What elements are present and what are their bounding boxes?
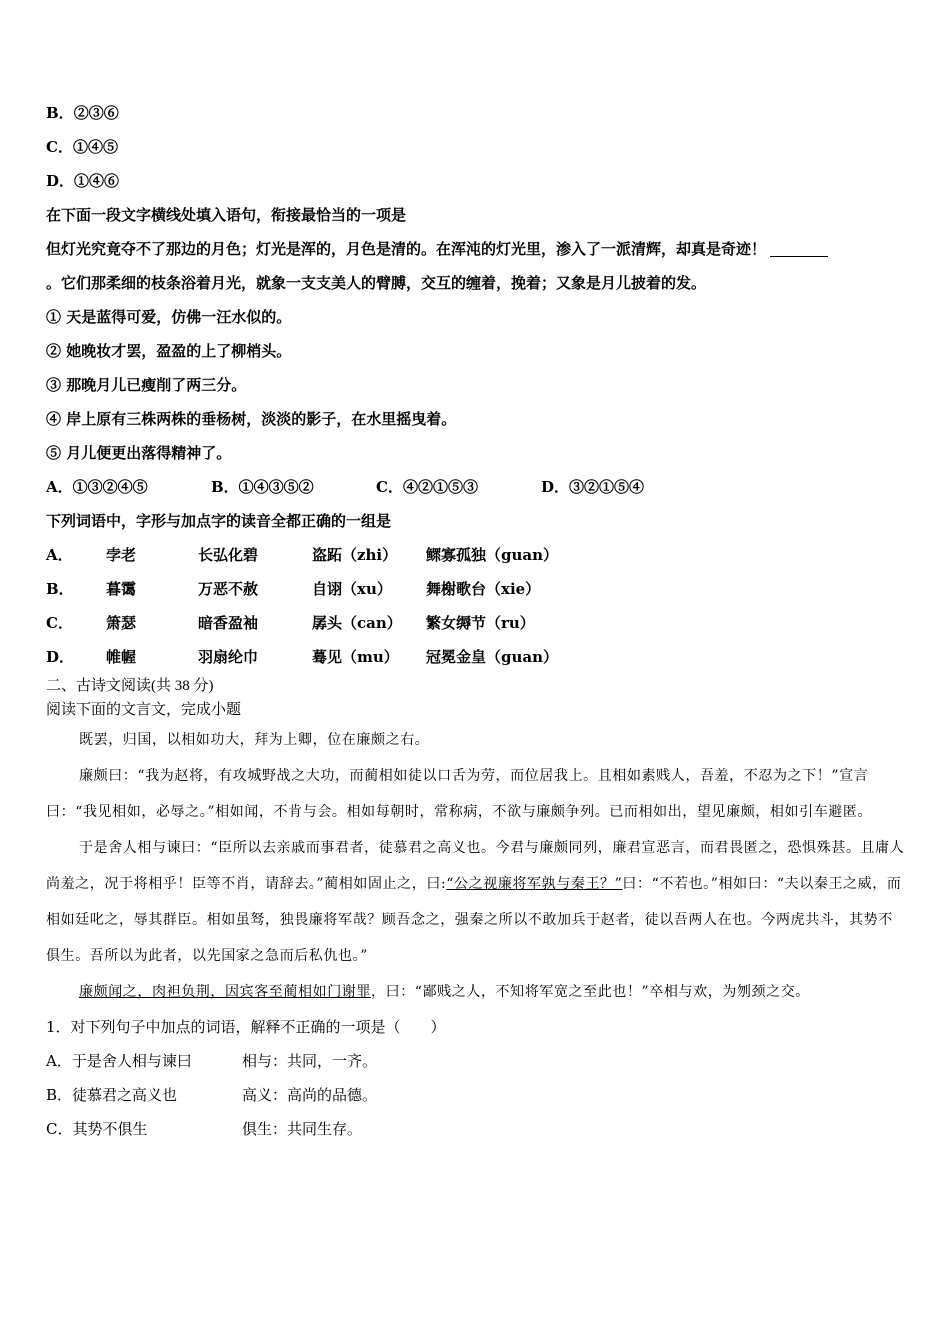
section-intro: 阅读下面的文言文，完成小题 [46, 702, 242, 718]
words-option-d: D． 帷幄 羽扇纶巾 蓦见（mu） 冠冕金皇（guan） [46, 648, 559, 666]
classical-paragraph-4: 廉颇闻之，肉袒负荆，因宾客至蔺相如门谢罪，曰：“鄙贱之人，不知将军宽之至此也！”卒相与欢，为刎颈之交。 [79, 984, 810, 1000]
prev-option-c: C．①④⑤ [46, 138, 118, 156]
fill-option-a: A．①③②④⑤ [46, 478, 148, 496]
underlined-sentence: 廉颇闻之，肉袒负荆，因宾客至蔺相如门谢罪 [79, 984, 371, 1000]
words-option-c: C． 箫瑟 暗香盈袖 孱头（can） 繁女缛节（ru） [46, 614, 535, 632]
q1-option-a: A．于是舍人相与谏曰 相与：共同，一齐。 [46, 1052, 378, 1070]
prev-option-b: B．②③⑥ [46, 104, 119, 122]
classical-paragraph-3: 于是舍人相与谏曰：“臣所以去亲戚而事君者，徒慕君之高义也。今君与廉颇同列，廉君宣恶言，而君畏匿之，恐惧殊甚。且庸人尚羞之，况于将相乎！臣等不肖，请辞去。”蔺相如固止之，曰:“公之视廉将军孰与秦王？”曰：“不若也。”相如曰：“夫以秦王之威，而相如廷叱之，辱其群臣。相如虽驽，独畏廉将军哉？顾吾念之，强秦之所以不敢加兵于赵者，徒以吾两人在也。今两虎共斗，其势不俱生。吾所以为此者，以先国家之急而后私仇也。” [46, 840, 905, 964]
underlined-sentence: “公之视廉将军孰与秦王？” [446, 876, 623, 892]
fill-option-b: B．①④③⑤② [211, 478, 314, 496]
sentence-3: ③ 那晚月儿已瘦削了两三分。 [46, 376, 247, 394]
fill-options [46, 470, 906, 504]
sentence-5: ⑤ 月儿便更出落得精神了。 [46, 444, 232, 462]
prev-option-d: D．①④⑥ [46, 172, 120, 190]
classical-paragraph-1: 既罢，归国，以相如功大，拜为上卿，位在廉颇之右。 [79, 732, 430, 748]
words-option-b: B． 暮霭 万恶不赦 自诩（xu） 舞榭歌台（xie） [46, 580, 541, 598]
fill-passage-line2: 。它们那柔细的枝条浴着月光，就象一支支美人的臂膊，交互的缠着，挽着；又象是月儿披着的发。 [46, 274, 707, 292]
q1-stem: 1．对下列句子中加点的词语，解释不正确的一项是（ ） [46, 1018, 446, 1036]
exam-page [46, 96, 906, 1146]
classical-paragraph-2: 廉颇曰：“我为赵将，有攻城野战之大功，而蔺相如徒以口舌为劳，而位居我上。且相如素贱人，吾羞，不忍为之下！”宣言曰：“我见相如，必辱之。”相如闻，不肯与会。相如每朝时，常称病，不欲与廉颇争列。已而相如出，望见廉颇，相如引车避匿。 [46, 768, 873, 820]
words-question-stem: 下列词语中，字形与加点字的读音全都正确的一组是 [46, 512, 392, 530]
fill-option-c: C．④②①⑤③ [376, 478, 478, 496]
fill-question-stem: 在下面一段文字横线处填入语句，衔接最恰当的一项是 [46, 206, 407, 224]
words-option-a: A． 孛老 长弘化碧 盗跖（zhi） 鳏寡孤独（guan） [46, 546, 559, 564]
section-heading: 二、古诗文阅读(共 38 分) [46, 678, 214, 694]
fill-option-d: D．③②①⑤④ [541, 478, 645, 496]
fill-passage-line1: 但灯光究竟夺不了那边的月色；灯光是浑的，月色是清的。在浑沌的灯光里，渗入了一派清辉，却真是奇迹！ [46, 232, 906, 266]
q1-option-c: C．其势不俱生 俱生：共同生存。 [46, 1120, 363, 1138]
sentence-2: ② 她晚妆才罢，盈盈的上了柳梢头。 [46, 342, 292, 360]
q1-option-b: B．徒慕君之高义也 高义：高尚的品德。 [46, 1086, 378, 1104]
answer-blank [770, 240, 828, 257]
sentence-1: ① 天是蓝得可爱，仿佛一汪水似的。 [46, 308, 292, 326]
sentence-4: ④ 岸上原有三株两株的垂杨树，淡淡的影子，在水里摇曳着。 [46, 410, 457, 428]
